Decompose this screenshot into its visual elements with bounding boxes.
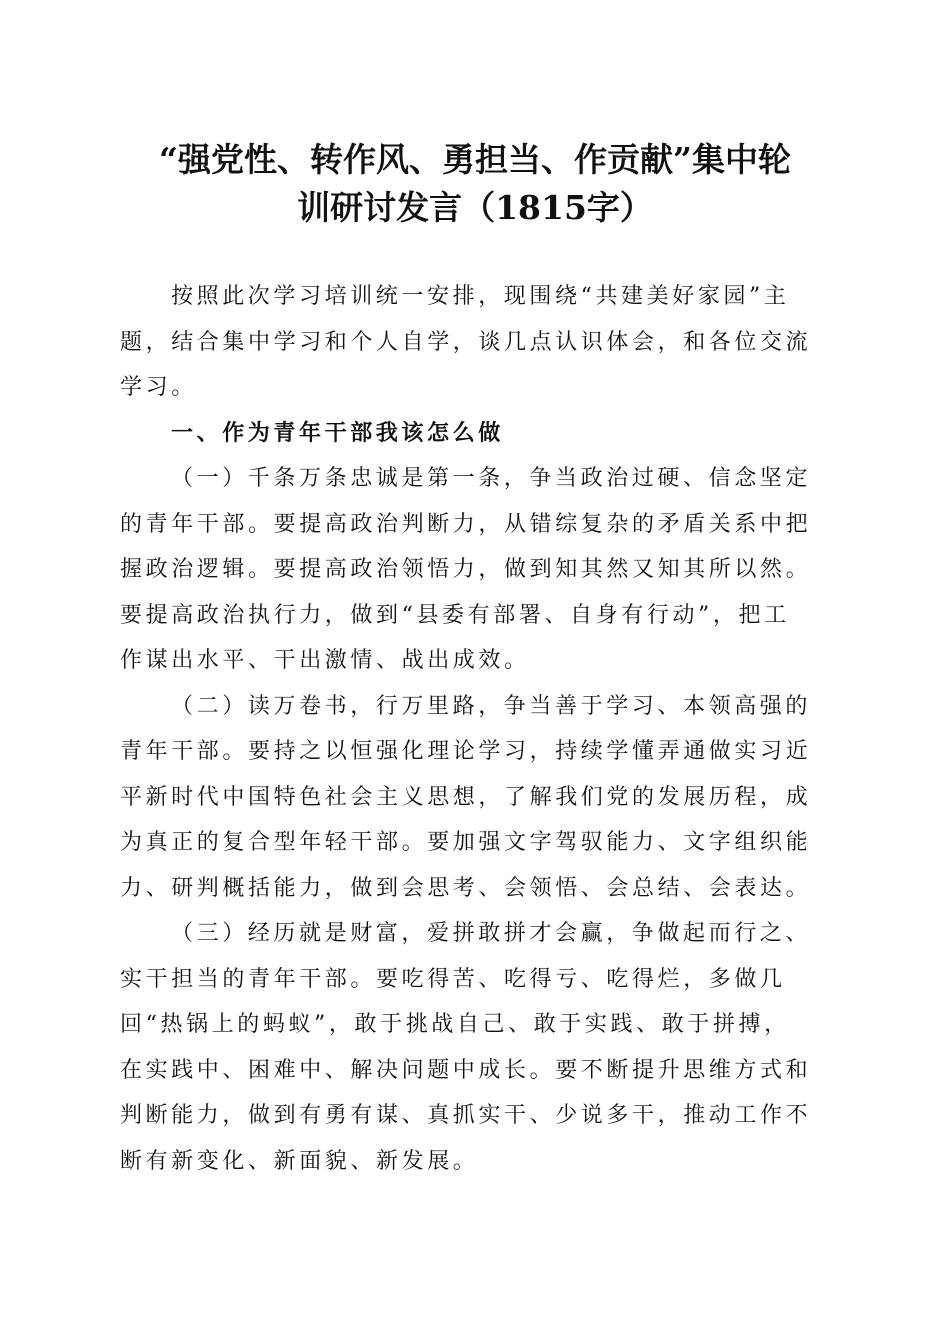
intro-line-2: 题，结合集中学习和个人自学，谈几点认识体会，和各位交流 bbox=[120, 329, 812, 355]
title-line-1: “强党性、转作风、勇担当、作贡献”集中轮 bbox=[159, 140, 791, 179]
item-3-paragraph bbox=[120, 911, 825, 1184]
item-1-line-2: 的青年干部。要提高政治判断力，从错综复杂的矛盾关系中把 bbox=[120, 511, 812, 537]
item-2-line-4: 为真正的复合型年轻干部。要加强文字驾驭能力、文字组织能 bbox=[120, 830, 812, 855]
section-heading-1: 一、作为青年干部我该怎么做 bbox=[171, 420, 504, 446]
item-3-line-4: 在实践中、困难中、解决问题中成长。要不断提升思维方式和 bbox=[120, 1057, 812, 1083]
item-1-line-4: 要提高政治执行力，做到“县委有部署、自身有行动”，把工 bbox=[120, 602, 790, 628]
item-1-line-1: （一）千条万条忠诚是第一条，争当政治过硬、信念坚定 bbox=[171, 466, 812, 491]
document-body bbox=[120, 274, 825, 1184]
intro-line-1: 按照此次学习培训统一安排，现围绕“共建美好家园”主 bbox=[171, 284, 790, 309]
item-2-line-2: 青年干部。要持之以恒强化理论学习，持续学懂弄通做实习近 bbox=[120, 739, 812, 764]
item-3-line-3: 回“热锅上的蚂蚁”，敢于挑战自己、敢于实践、敢于拼搏， bbox=[120, 1012, 790, 1037]
title-line-2: 训研讨发言（1815字） bbox=[297, 188, 653, 227]
document-title bbox=[110, 136, 840, 232]
item-2-line-3: 平新时代中国特色社会主义思想，了解我们党的发展历程，成 bbox=[120, 784, 812, 810]
item-1-paragraph bbox=[120, 456, 825, 684]
item-3-line-1: （三）经历就是财富，爱拼敢拼才会赢，争做起而行之、 bbox=[171, 921, 812, 946]
item-2-line-1: （二）读万卷书，行万里路，争当善于学习、本领高强的 bbox=[171, 693, 812, 719]
intro-paragraph bbox=[120, 274, 825, 411]
item-1-line-5: 作谋出水平、干出激情、战出成效。 bbox=[120, 648, 530, 673]
item-2-paragraph bbox=[120, 684, 825, 912]
item-3-line-2: 实干担当的青年干部。要吃得苦、吃得亏、吃得烂，多做几 bbox=[120, 966, 786, 992]
item-1-line-3: 握政治逻辑。要提高政治领悟力，做到知其然又知其所以然。 bbox=[120, 557, 812, 582]
intro-line-3: 学习。 bbox=[120, 375, 197, 400]
item-3-line-6: 断有新变化、新面貌、新发展。 bbox=[120, 1148, 479, 1174]
item-3-line-5: 判断能力，做到有勇有谋、真抓实干、少说多干，推动工作不 bbox=[120, 1103, 812, 1128]
item-2-line-5: 力、研判概括能力，做到会思考、会领悟、会总结、会表达。 bbox=[120, 875, 812, 901]
